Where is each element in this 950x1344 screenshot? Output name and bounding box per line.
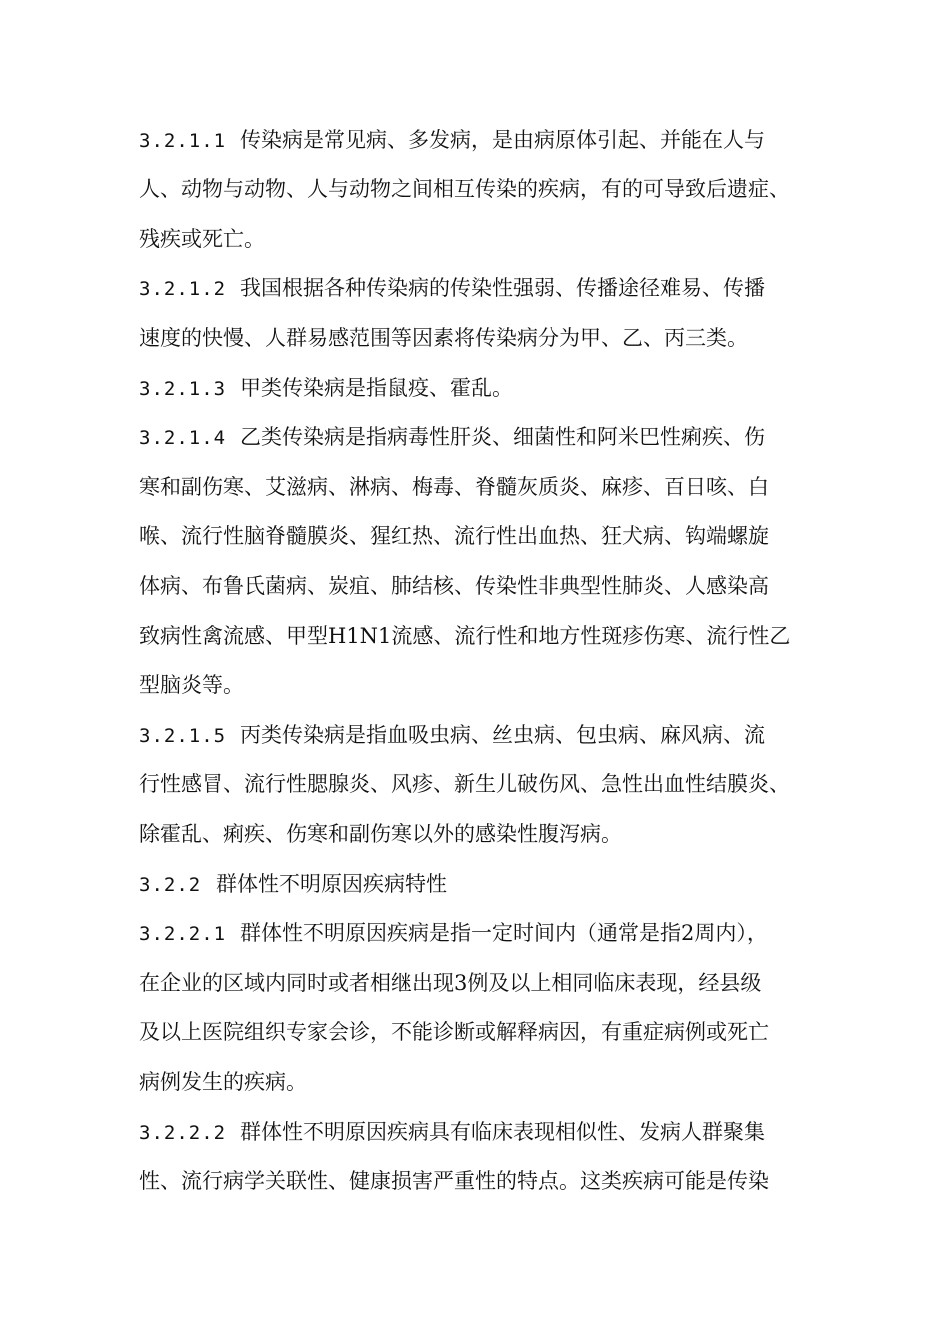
paragraph-text: 甲类传染病是指鼠疫、霍乱。 [240, 376, 513, 400]
paragraph-line: 残疾或死亡。 [139, 227, 265, 251]
section-number: 3.2.1.2 [139, 278, 227, 300]
section-number: 3.2.2 [139, 874, 202, 896]
section-number: 3.2.1.1 [139, 130, 227, 152]
paragraph-line: 及以上医院组织专家会诊，不能诊断或解释病因，有重症病例或死亡 [139, 1020, 769, 1044]
paragraph-line: 在企业的区域内同时或者相继出现3例及以上相同临床表现，经县级 [139, 971, 762, 995]
paragraph-text: 丙类传染病是指血吸虫病、丝虫病、包虫病、麻风病、流 [240, 723, 765, 747]
section-number: 3.2.2.1 [139, 923, 227, 945]
section-number: 3.2.1.5 [139, 725, 227, 747]
paragraph-line: 性、流行病学关联性、健康损害严重性的特点。这类疾病可能是传染 [139, 1169, 769, 1193]
paragraph-line: 病例发生的疾病。 [139, 1070, 307, 1094]
paragraph-line: 行性感冒、流行性腮腺炎、风疹、新生儿破伤风、急性出血性结膜炎、 [139, 772, 790, 796]
paragraph-line: 体病、布鲁氏菌病、炭疽、肺结核、传染性非典型性肺炎、人感染高 [139, 574, 769, 598]
paragraph-line: 除霍乱、痢疾、伤寒和副伤寒以外的感染性腹泻病。 [139, 822, 622, 846]
paragraph-line: 速度的快慢、人群易感范围等因素将传染病分为甲、乙、丙三类。 [139, 326, 748, 350]
paragraph-line [139, 372, 513, 404]
paragraph-text: 传染病是常见病、多发病，是由病原体引起、并能在人与 [240, 128, 765, 152]
section-number: 3.2.1.3 [139, 378, 227, 400]
paragraph-line: 人、动物与动物、人与动物之间相互传染的疾病，有的可导致后遗症、 [139, 177, 790, 201]
paragraph-text: 乙类传染病是指病毒性肝炎、细菌性和阿米巴性痢疾、伤 [240, 425, 765, 449]
paragraph-text: 群体性不明原因疾病是指一定时间内（通常是指2周内）， [240, 921, 768, 945]
paragraph-line [139, 1116, 765, 1148]
section-heading [139, 868, 447, 900]
paragraph-line [139, 719, 765, 751]
paragraph-line [139, 272, 765, 304]
paragraph-line: 寒和副伤寒、艾滋病、淋病、梅毒、脊髓灰质炎、麻疹、百日咳、白 [139, 475, 769, 499]
section-number: 3.2.1.4 [139, 427, 227, 449]
paragraph-line: 喉、流行性脑脊髓膜炎、猩红热、流行性出血热、狂犬病、钩端螺旋 [139, 524, 769, 548]
paragraph-line: 致病性禽流感、甲型H1N1流感、流行性和地方性斑疹伤寒、流行性乙 [139, 624, 791, 648]
paragraph-text: 我国根据各种传染病的传染性强弱、传播途径难易、传播 [240, 276, 765, 300]
paragraph-line [139, 917, 768, 949]
paragraph-line [139, 421, 765, 453]
paragraph-line [139, 124, 765, 156]
section-heading-text: 群体性不明原因疾病特性 [216, 872, 447, 896]
paragraph-line: 型脑炎等。 [139, 673, 244, 697]
section-number: 3.2.2.2 [139, 1122, 227, 1144]
paragraph-text: 群体性不明原因疾病具有临床表现相似性、发病人群聚集 [240, 1120, 765, 1144]
